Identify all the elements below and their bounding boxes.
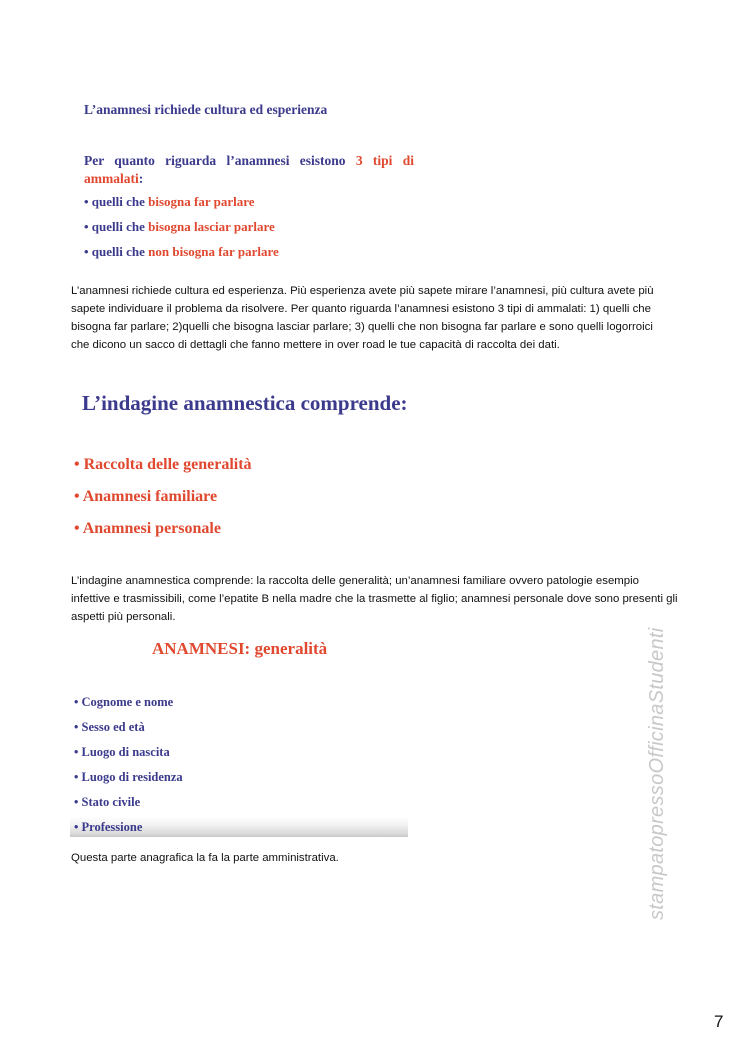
slide-bullet-item: • Anamnesi personale (74, 520, 221, 537)
bullet-text: • quelli che (84, 244, 149, 259)
slide-bullet-item: • Cognome e nome (74, 695, 174, 709)
slide-title: L’indagine anamnestica comprende: (82, 391, 408, 415)
body-paragraph-1: L’anamnesi richiede cultura ed esperienza. Più esperienza avete più sapete mirare l’anamnesi, più cultura avete più sapete individuare il problema da risolvere. Per quanto riguarda l’anamnesi esistono 3 tipi di ammalati: 1) quelli che bisogna far parlare; 2)quelli che bisogna lasciar parlare; 3) quelli che non bisogna far parlare e sono quelli logorroici che dicono un sacco di dettagli che fanno mettere in over road le tue capacità di raccolta dei dati. (71, 285, 654, 351)
slide-bullet-item (84, 219, 275, 235)
slide-bullet-item: • Raccolta delle generalità (74, 456, 252, 473)
slide-bullet-item (84, 194, 255, 210)
slide-image-anamnesi-cultura (70, 90, 430, 270)
body-paragraph-3: Questa parte anagrafica la fa la parte amministrativa. (71, 852, 339, 864)
slide-bullet-item: • Luogo di nascita (74, 745, 170, 759)
slide-intro-text: Per quanto riguarda l’anamnesi esistono (84, 153, 356, 168)
body-paragraph-2: L’indagine anamnestica comprende: la raccolta delle generalità; un’anamnesi familiare ovvero patologie esempio infettive e trasmissibili, come l’epatite B nella madre che la trasmette al figlio; anamnesi personale dove sono presenti gli aspetti più personali. (71, 575, 678, 623)
slide-title: ANAMNESI: generalità (152, 639, 328, 658)
slide-bullet-item: • Anamnesi familiare (74, 488, 218, 505)
slide-bullet-item: • Professione (74, 820, 143, 834)
slide-intro-colon: : (138, 171, 144, 186)
slide-bullet-item: • Stato civile (74, 795, 141, 809)
bullet-highlight: non bisogna far parlare (148, 244, 279, 259)
slide-bullet-item: • Luogo di residenza (74, 770, 183, 784)
slide-image-indagine-anamnestica (66, 385, 426, 555)
slide-title: L’anamnesi richiede cultura ed esperienza (84, 102, 328, 117)
slide-bullet-item: • Sesso ed età (74, 720, 145, 734)
bullet-text: • quelli che (84, 219, 149, 234)
bullet-text: • quelli che (84, 194, 149, 209)
watermark-text: stampatopressoOfficinaStudenti (646, 627, 668, 920)
bullet-highlight: bisogna lasciar parlare (148, 219, 275, 234)
page-number: 7 (714, 1012, 724, 1031)
slide-image-anamnesi-generalita (70, 633, 410, 838)
slide-intro-highlight: 3 tipi di ammalati (84, 153, 415, 186)
slide-bullet-item (84, 244, 279, 260)
bullet-highlight: bisogna far parlare (148, 194, 255, 209)
slide-intro (84, 152, 414, 188)
